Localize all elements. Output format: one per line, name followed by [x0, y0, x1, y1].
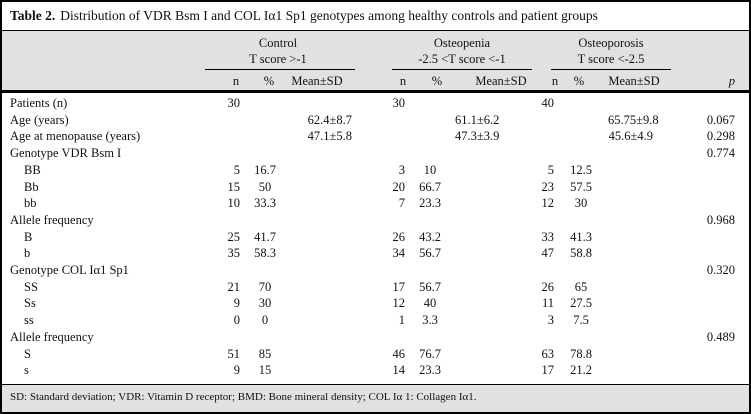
cell-mean-sd	[290, 162, 352, 179]
cell-percent: 30	[574, 196, 588, 211]
column-gap	[499, 362, 517, 379]
cell-n: 5	[233, 162, 240, 177]
cell-p-value: 0.968	[706, 212, 735, 227]
column-gap	[499, 212, 517, 229]
cell-mean-sd	[455, 312, 499, 329]
cell-p-value	[653, 295, 735, 312]
cell-percent: 65	[574, 279, 588, 294]
group-criteria: -2.5 <T score <-1	[418, 52, 506, 66]
table-row	[10, 195, 735, 212]
column-gap	[499, 179, 517, 196]
cell-percent: 41.7	[254, 229, 276, 244]
table-row	[10, 279, 735, 296]
cell-mean-sd	[290, 329, 352, 346]
cell-mean-sd	[608, 212, 653, 229]
cell-percent	[240, 145, 290, 162]
row-label: Genotype COL Iα1 Sp1	[10, 263, 129, 278]
column-gap	[352, 95, 368, 112]
table-caption: Distribution of VDR Bsm I and COL Iα1 Sp1 genotypes among healthy controls and patient groups	[60, 8, 598, 23]
cell-p-value	[653, 346, 735, 363]
column-gap	[352, 212, 368, 229]
group-name: Osteoporosis	[578, 36, 644, 50]
table-body	[10, 95, 735, 379]
row-label: SS	[24, 279, 38, 294]
cell-p-value: 0.298	[706, 129, 735, 144]
cell-percent: 10	[423, 162, 437, 177]
column-gap	[499, 312, 517, 329]
column-gap	[499, 279, 517, 296]
cell-mean-sd	[455, 162, 499, 179]
subheader-mean-sd: Mean±SD	[608, 74, 660, 88]
cell-n	[517, 128, 554, 145]
cell-mean-sd	[290, 346, 352, 363]
group-underline	[551, 69, 671, 70]
cell-n: 30	[392, 96, 405, 110]
cell-n: 30	[227, 96, 240, 110]
cell-n: 40	[541, 96, 554, 110]
cell-mean-sd	[608, 229, 653, 246]
cell-mean-sd	[290, 362, 352, 379]
cell-p-value	[653, 279, 735, 296]
cell-mean-sd	[608, 346, 653, 363]
cell-mean-sd: 47.3±3.9	[455, 129, 500, 144]
cell-mean-sd	[455, 279, 499, 296]
column-gap	[499, 145, 517, 162]
cell-percent: 7.5	[573, 313, 589, 328]
cell-mean-sd	[608, 145, 653, 162]
table-body-section	[2, 93, 749, 384]
cell-n: 51	[227, 346, 240, 361]
cell-n: 9	[233, 363, 240, 378]
cell-n	[205, 262, 240, 279]
cell-mean-sd	[455, 212, 499, 229]
cell-percent	[554, 212, 608, 229]
group-underline	[205, 69, 355, 70]
row-label: Genotype VDR Bsm I	[10, 146, 122, 161]
cell-p-value: 0.489	[706, 329, 735, 344]
cell-percent: 21.2	[570, 363, 592, 378]
cell-mean-sd: 47.1±5.8	[307, 129, 352, 144]
table-row	[10, 312, 735, 329]
subheader-n: n	[232, 74, 240, 88]
cell-percent: 43.2	[419, 229, 441, 244]
cell-mean-sd	[608, 95, 653, 112]
cell-percent: 76.7	[419, 346, 441, 361]
table-row	[10, 179, 735, 196]
cell-p-value	[653, 229, 735, 246]
cell-percent: 23.3	[419, 196, 441, 211]
row-label: S	[24, 346, 31, 361]
group-name: Osteopenia	[433, 36, 491, 50]
cell-percent: 58.3	[254, 246, 276, 261]
cell-n: 23	[541, 179, 554, 194]
column-gap	[352, 346, 368, 363]
cell-mean-sd	[608, 312, 653, 329]
row-label: Bb	[24, 179, 39, 194]
cell-n	[205, 329, 240, 346]
cell-percent: 3.3	[422, 313, 438, 328]
cell-percent: 27.5	[570, 296, 592, 311]
table-row	[10, 346, 735, 363]
group-header-control	[249, 35, 307, 67]
cell-n: 17	[392, 279, 405, 294]
cell-n	[205, 212, 240, 229]
row-label: Allele frequency	[10, 212, 94, 227]
cell-p-value	[653, 162, 735, 179]
cell-mean-sd	[455, 179, 499, 196]
group-criteria: T score >-1	[249, 52, 307, 66]
row-label: Patients (n)	[10, 96, 68, 110]
cell-n: 47	[541, 246, 554, 261]
cell-n	[205, 128, 240, 145]
cell-percent: 41.3	[570, 229, 592, 244]
cell-percent: 33.3	[254, 196, 276, 211]
cell-mean-sd	[455, 95, 499, 112]
cell-p-value	[653, 362, 735, 379]
cell-n: 21	[227, 279, 240, 294]
cell-n	[205, 112, 240, 129]
cell-n: 11	[541, 296, 554, 311]
column-gap	[352, 229, 368, 246]
column-gap	[499, 329, 517, 346]
subheader-percent: %	[431, 74, 443, 88]
cell-n	[368, 262, 405, 279]
cell-n	[517, 262, 554, 279]
cell-p-value	[653, 245, 735, 262]
cell-percent: 16.7	[254, 162, 276, 177]
cell-n	[368, 212, 405, 229]
cell-n	[517, 212, 554, 229]
cell-n: 46	[392, 346, 405, 361]
cell-n	[517, 329, 554, 346]
cell-p-value: 0.067	[706, 112, 735, 127]
cell-mean-sd	[608, 295, 653, 312]
cell-mean-sd	[455, 245, 499, 262]
cell-mean-sd	[455, 329, 499, 346]
cell-p-value	[653, 195, 735, 212]
group-name: Control	[258, 36, 298, 50]
cell-percent	[240, 128, 290, 145]
table-row	[10, 262, 735, 279]
subheader-percent: %	[263, 74, 275, 88]
subheader-mean-sd: Mean±SD	[291, 74, 343, 88]
cell-percent	[554, 112, 608, 129]
cell-mean-sd	[608, 262, 653, 279]
table-row	[10, 112, 735, 129]
cell-percent	[240, 95, 290, 112]
column-gap	[352, 179, 368, 196]
table-row	[10, 362, 735, 379]
group-header-osteoporosis	[578, 35, 645, 67]
cell-n: 33	[541, 229, 554, 244]
cell-percent: 50	[258, 179, 272, 194]
cell-n: 14	[392, 363, 405, 378]
cell-mean-sd	[608, 279, 653, 296]
table-header	[2, 31, 749, 93]
cell-p-value: 0.774	[706, 146, 735, 161]
cell-n: 26	[541, 279, 554, 294]
cell-n: 15	[227, 179, 240, 194]
cell-mean-sd	[290, 145, 352, 162]
cell-percent: 70	[258, 279, 272, 294]
cell-mean-sd	[290, 295, 352, 312]
cell-n: 1	[398, 313, 405, 328]
table-row	[10, 128, 735, 145]
table-number: Table 2.	[10, 8, 56, 23]
data-table	[10, 95, 735, 379]
table-row	[10, 245, 735, 262]
column-gap	[499, 245, 517, 262]
cell-n	[205, 145, 240, 162]
column-gap	[499, 346, 517, 363]
cell-mean-sd	[455, 346, 499, 363]
cell-percent	[405, 212, 455, 229]
group-underline	[392, 69, 532, 70]
column-gap	[352, 112, 368, 129]
column-gap	[352, 145, 368, 162]
column-gap	[499, 128, 517, 145]
cell-mean-sd	[608, 245, 653, 262]
cell-p-value: 0.320	[706, 263, 735, 278]
column-gap	[499, 95, 517, 112]
cell-n: 26	[392, 229, 405, 244]
column-gap	[352, 329, 368, 346]
column-gap	[352, 245, 368, 262]
cell-percent: 78.8	[570, 346, 592, 361]
row-label: s	[24, 363, 29, 378]
cell-percent	[554, 329, 608, 346]
cell-n: 34	[392, 246, 405, 261]
column-gap	[352, 262, 368, 279]
cell-n	[517, 145, 554, 162]
cell-n: 35	[227, 246, 240, 261]
cell-mean-sd	[290, 179, 352, 196]
cell-mean-sd	[290, 195, 352, 212]
cell-percent: 40	[423, 296, 437, 311]
row-label: Age at menopause (years)	[10, 129, 141, 144]
cell-mean-sd	[608, 362, 653, 379]
column-gap	[499, 229, 517, 246]
cell-n: 3	[547, 313, 554, 328]
row-label: b	[24, 246, 31, 261]
cell-n	[368, 145, 405, 162]
table-row	[10, 95, 735, 112]
cell-n: 7	[398, 196, 405, 211]
cell-n: 20	[392, 179, 405, 194]
cell-percent: 57.5	[570, 179, 592, 194]
column-gap	[499, 295, 517, 312]
cell-percent	[240, 262, 290, 279]
cell-percent	[405, 262, 455, 279]
row-label: BB	[24, 162, 41, 177]
cell-n: 3	[398, 162, 405, 177]
cell-n	[517, 112, 554, 129]
cell-mean-sd	[455, 145, 499, 162]
cell-percent: 56.7	[419, 279, 441, 294]
cell-percent	[554, 145, 608, 162]
p-value-column-header: p	[728, 74, 735, 88]
cell-percent	[240, 329, 290, 346]
cell-mean-sd: 62.4±8.7	[307, 112, 352, 127]
cell-mean-sd: 45.6±4.9	[608, 129, 653, 144]
cell-mean-sd	[608, 329, 653, 346]
cell-percent	[405, 95, 455, 112]
cell-n: 12	[541, 196, 554, 211]
cell-mean-sd	[608, 195, 653, 212]
group-criteria: T score <-2.5	[577, 52, 645, 66]
cell-n: 63	[541, 346, 554, 361]
cell-mean-sd	[290, 262, 352, 279]
table-footnote: SD: Standard deviation; VDR: Vitamin D receptor; BMD: Bone mineral density; COL Iα 1: Collagen Iα1.	[2, 384, 749, 412]
cell-percent: 0	[261, 313, 269, 328]
cell-n: 5	[547, 162, 554, 177]
cell-n: 17	[541, 363, 554, 378]
cell-mean-sd	[455, 229, 499, 246]
cell-percent	[240, 112, 290, 129]
group-header-osteopenia	[418, 35, 505, 67]
subheader-mean-sd: Mean±SD	[475, 74, 527, 88]
cell-mean-sd	[290, 95, 352, 112]
cell-n: 12	[392, 296, 405, 311]
cell-mean-sd	[290, 245, 352, 262]
cell-mean-sd: 65.75±9.8	[608, 112, 659, 127]
cell-mean-sd	[455, 362, 499, 379]
cell-mean-sd	[455, 262, 499, 279]
table-row	[10, 229, 735, 246]
column-gap	[352, 162, 368, 179]
cell-percent: 15	[258, 363, 272, 378]
cell-mean-sd	[290, 279, 352, 296]
cell-percent: 56.7	[419, 246, 441, 261]
cell-p-value	[653, 312, 735, 329]
cell-mean-sd	[290, 312, 352, 329]
row-label: B	[24, 229, 33, 244]
cell-percent	[240, 212, 290, 229]
cell-percent: 12.5	[570, 162, 592, 177]
column-gap	[499, 195, 517, 212]
column-gap	[352, 128, 368, 145]
subheader-n: n	[551, 74, 559, 88]
table-row	[10, 295, 735, 312]
column-gap	[499, 112, 517, 129]
subheader-n: n	[399, 74, 407, 88]
cell-n: 0	[233, 313, 240, 328]
cell-mean-sd	[290, 229, 352, 246]
column-gap	[352, 362, 368, 379]
row-label: Ss	[24, 296, 36, 311]
cell-mean-sd	[455, 295, 499, 312]
table-row	[10, 329, 735, 346]
subheader-percent: %	[573, 74, 585, 88]
cell-percent	[554, 128, 608, 145]
row-label: bb	[24, 196, 37, 211]
column-gap	[352, 312, 368, 329]
cell-n	[368, 112, 405, 129]
cell-mean-sd: 61.1±6.2	[455, 112, 500, 127]
cell-mean-sd	[608, 162, 653, 179]
row-label: Allele frequency	[10, 329, 94, 344]
column-gap	[352, 295, 368, 312]
column-gap	[352, 279, 368, 296]
cell-n: 10	[227, 196, 240, 211]
cell-n: 9	[233, 296, 240, 311]
cell-p-value	[653, 95, 735, 112]
cell-percent: 58.8	[570, 246, 592, 261]
cell-n	[368, 128, 405, 145]
cell-percent	[405, 145, 455, 162]
cell-percent: 23.3	[419, 363, 441, 378]
table-row	[10, 145, 735, 162]
cell-percent	[554, 95, 608, 112]
column-gap	[352, 195, 368, 212]
table-row	[10, 162, 735, 179]
row-label: Age (years)	[10, 112, 69, 127]
cell-percent	[405, 329, 455, 346]
cell-percent	[405, 128, 455, 145]
cell-percent: 30	[258, 296, 272, 311]
column-gap	[499, 262, 517, 279]
cell-n	[368, 329, 405, 346]
table-row	[10, 212, 735, 229]
cell-percent: 66.7	[419, 179, 441, 194]
table-title	[2, 2, 749, 31]
cell-mean-sd	[455, 195, 499, 212]
cell-percent	[554, 262, 608, 279]
column-gap	[499, 162, 517, 179]
cell-n: 25	[227, 229, 240, 244]
cell-mean-sd	[290, 212, 352, 229]
cell-mean-sd	[608, 179, 653, 196]
cell-p-value	[653, 179, 735, 196]
row-label: ss	[24, 313, 34, 328]
cell-percent: 85	[258, 346, 272, 361]
cell-percent	[405, 112, 455, 129]
